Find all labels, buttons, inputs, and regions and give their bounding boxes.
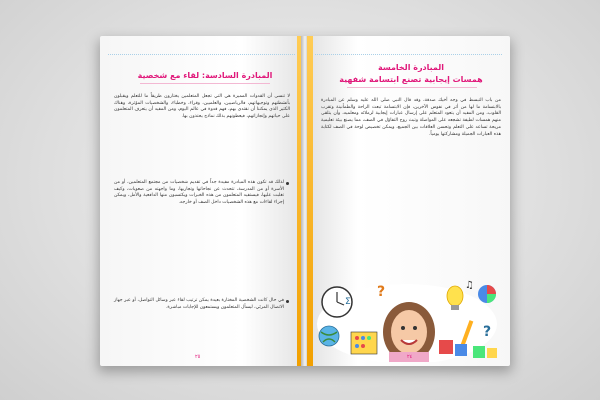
left-page-title-underline bbox=[140, 83, 270, 84]
paragraph-bullet bbox=[286, 300, 289, 303]
left-page-title: المبادرة السادسة: لقاء مع شخصية bbox=[137, 71, 273, 80]
left-page bbox=[100, 36, 303, 366]
right-page-title-underline bbox=[347, 87, 477, 88]
left-page-number: ٢٥ bbox=[195, 354, 201, 360]
right-page-paragraph-1: من باب التبسط في وجه أخيك صدقة، وقد قال النبي صلى الله عليه وسلم عن المبادرة بالابتسامة ما لها من أثر في نفوس الآخرين، فإن الابتسامة تبعث الراحة والطمأنينة وتقرب القلوب، ومن المفيد أن يتعود المتعلم على إرسال عبارات إيجابية لزملائه ومعلميه، وأن يتلقى منهم همسات لطيفة تشجعه على المواصلة وتبث روح التفاؤل في الصف، مما يصنع بيئة تعليمية مريحة تساعد على التعلم وتحسن العلاقات بين الجميع، ويمكن تخصيص لوحة في الصف لكتابة هذه العبارات الجميلة ومشاركتها يومياً. bbox=[321, 98, 501, 137]
music-note-icon: ♫ bbox=[465, 280, 474, 291]
right-page-title: المبادرة الخامسة bbox=[377, 63, 445, 72]
child-education-illustration bbox=[315, 274, 500, 362]
right-page-header-dots bbox=[315, 54, 502, 56]
left-page-paragraph-1: لا تنسى أن القدوات المميزة هي التي تجعل المتعلمين يختارون طريقاً ما للتعلم ويقبلون بأنشطتهم وتوجيهاتهم، فالرياضيين، والعلميين، وقراء، وخطباء، والشخصيات المؤثرة، وهناك الكثير الذي يمكننا أن نقتدي بهم، فهم قدوة في عالم اليوم، ومن المفيد أن يتعرف المتعلمون على حياتهم وإنجازاتهم، فيعطونهم بذلك نماذج يحتذون بها. bbox=[114, 94, 290, 120]
question-mark-icon: ? bbox=[483, 324, 492, 340]
left-page-paragraph-2: لذلك قد تكون هذه المبادرة مفيدة جداً في تقديم شخصيات من مجتمع المتعلمين، أو من الأسرة أو من المدرسة، تتحدث عن نجاحاتها وتجاربها، وما واجهته من صعوبات، وكيف تغلبت عليها، فيستفيد المتعلمون من هذه الخبرات ويكتسبون منها الدافعية والأمل، ويمكن إجراء لقاءات مع هذه الشخصيات داخل الصف أو خارجه. bbox=[114, 180, 284, 206]
left-page-paragraph-3: في حال كانت الشخصية المختارة بعيدة يمكن ترتيب لقاء عبر وسائل التواصل، أو عبر جهاز الاتصال المرئي، ليسأل المتعلمون ويستمعون للإجابات مباشرة. bbox=[114, 298, 284, 310]
pie-chart-icon bbox=[478, 285, 496, 303]
question-mark-icon: ? bbox=[377, 284, 386, 300]
right-page bbox=[307, 36, 510, 366]
open-book bbox=[100, 36, 510, 366]
right-page-subtitle: همسات إيجابية تصنع ابتسامة شفهية bbox=[339, 75, 483, 84]
right-page-number: ٢٤ bbox=[407, 354, 413, 360]
abacus-icon bbox=[351, 332, 377, 354]
sigma-icon: Σ bbox=[345, 297, 351, 307]
globe-icon bbox=[319, 326, 339, 346]
paragraph-bullet bbox=[286, 182, 289, 185]
child-photo bbox=[383, 302, 435, 362]
left-page-header-dots bbox=[108, 54, 295, 56]
right-page-accent-stripe bbox=[307, 36, 313, 366]
